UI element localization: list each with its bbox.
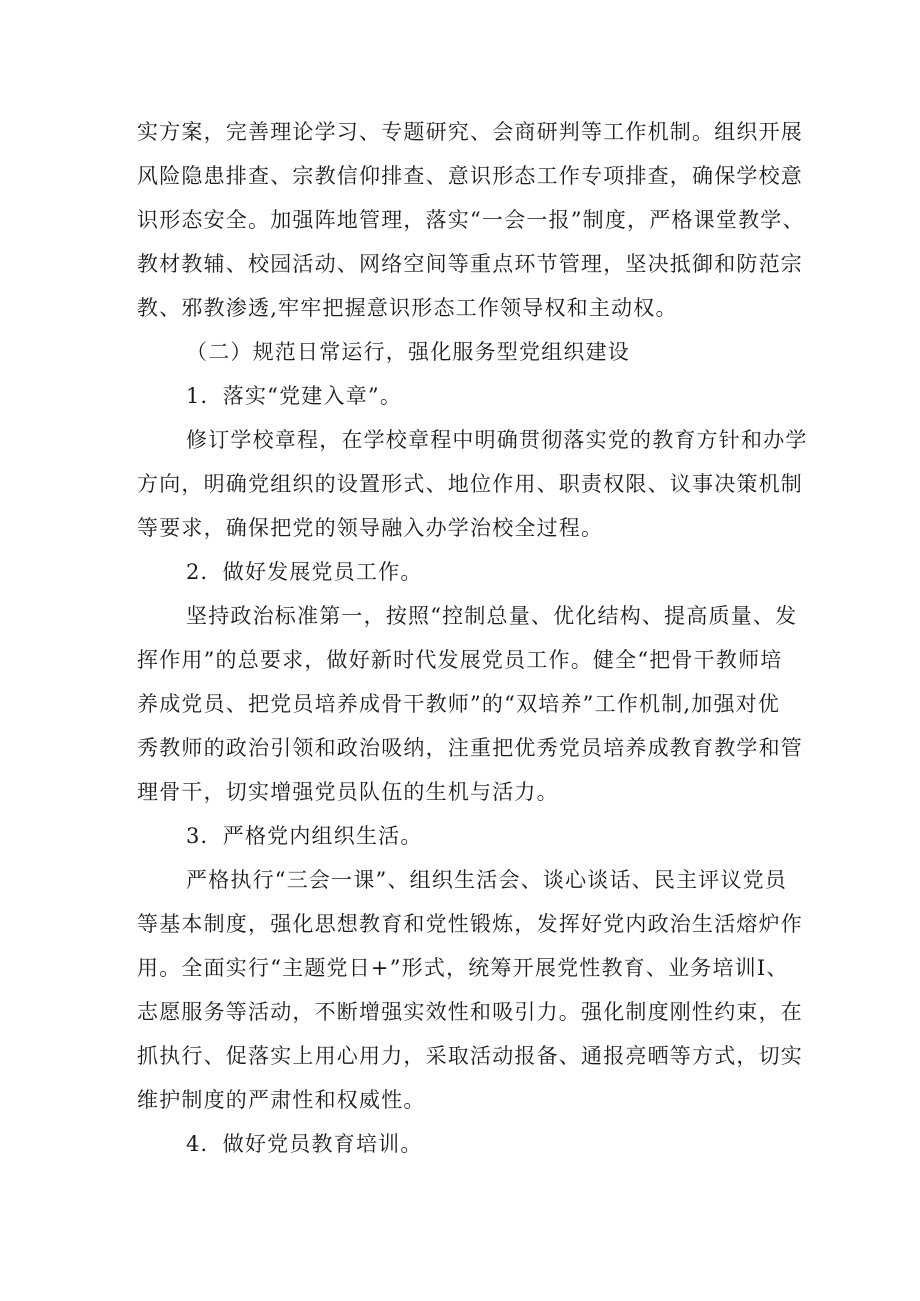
paragraph-line: 方向，明确党组织的设置形式、地位作用、职责权限、议事决策机制 bbox=[137, 472, 803, 496]
paragraph-line: 等基本制度，强化思想教育和党性锻炼，发挥好党内政治生活熔炉作 bbox=[137, 912, 803, 936]
subsection-heading: 3．严格党内组织生活。 bbox=[186, 824, 423, 848]
paragraph-line: 挥作用”的总要求，做好新时代发展党员工作。健全“把骨干教师培 bbox=[137, 648, 783, 672]
paragraph-line: 维护制度的严肃性和权威性。 bbox=[137, 1088, 426, 1112]
paragraph-line: 教材教辅、校园活动、网络空间等重点环节管理，坚决抵御和防范宗 bbox=[137, 252, 803, 276]
paragraph-line: 修订学校章程，在学校章程中明确贯彻落实党的教育方针和办学 bbox=[186, 428, 808, 452]
paragraph-line: 坚持政治标准第一，按照“控制总量、优化结构、提高质量、发 bbox=[186, 604, 798, 628]
subsection-heading: 1．落实“党建入章”。 bbox=[186, 384, 403, 408]
paragraph-line: 养成党员、把党员培养成骨干教师”的“双培养”工作机制,加强对优 bbox=[137, 692, 781, 716]
paragraph-line: 志愿服务等活动，不断增强实效性和吸引力。强化制度刚性约束，在 bbox=[137, 1000, 803, 1024]
subsection-heading: 2．做好发展党员工作。 bbox=[186, 560, 423, 584]
paragraph-line: 严格执行“三会一课”、组织生活会、谈心谈话、民主评议党员 bbox=[186, 868, 788, 892]
paragraph-line: 秀教师的政治引领和政治吸纳，注重把优秀党员培养成教育教学和管 bbox=[137, 736, 803, 760]
paragraph-line: 用。全面实行“主题党日+”形式，统筹开展党性教育、业务培训I、 bbox=[137, 956, 789, 980]
paragraph-line: 识形态安全。加强阵地管理，落实“一会一报”制度，严格课堂教学、 bbox=[137, 208, 805, 232]
paragraph-line: 抓执行、促落实上用心用力，采取活动报备、通报亮晒等方式，切实 bbox=[137, 1044, 803, 1068]
subsection-heading: 4．做好党员教育培训。 bbox=[186, 1132, 423, 1156]
paragraph-line: 理骨干，切实增强党员队伍的生机与活力。 bbox=[137, 780, 559, 804]
paragraph-line: 教、邪教渗透,牢牢把握意识形态工作领导权和主动权。 bbox=[137, 296, 678, 320]
paragraph-line: 风险隐患排查、宗教信仰排查、意识形态工作专项排查，确保学校意 bbox=[137, 164, 803, 188]
section-heading: （二）规范日常运行，强化服务型党组织建设 bbox=[186, 340, 630, 364]
paragraph-line: 等要求，确保把党的领导融入办学治校全过程。 bbox=[137, 516, 604, 540]
paragraph-line: 实方案，完善理论学习、专题研究、会商研判等工作机制。组织开展 bbox=[137, 120, 803, 144]
